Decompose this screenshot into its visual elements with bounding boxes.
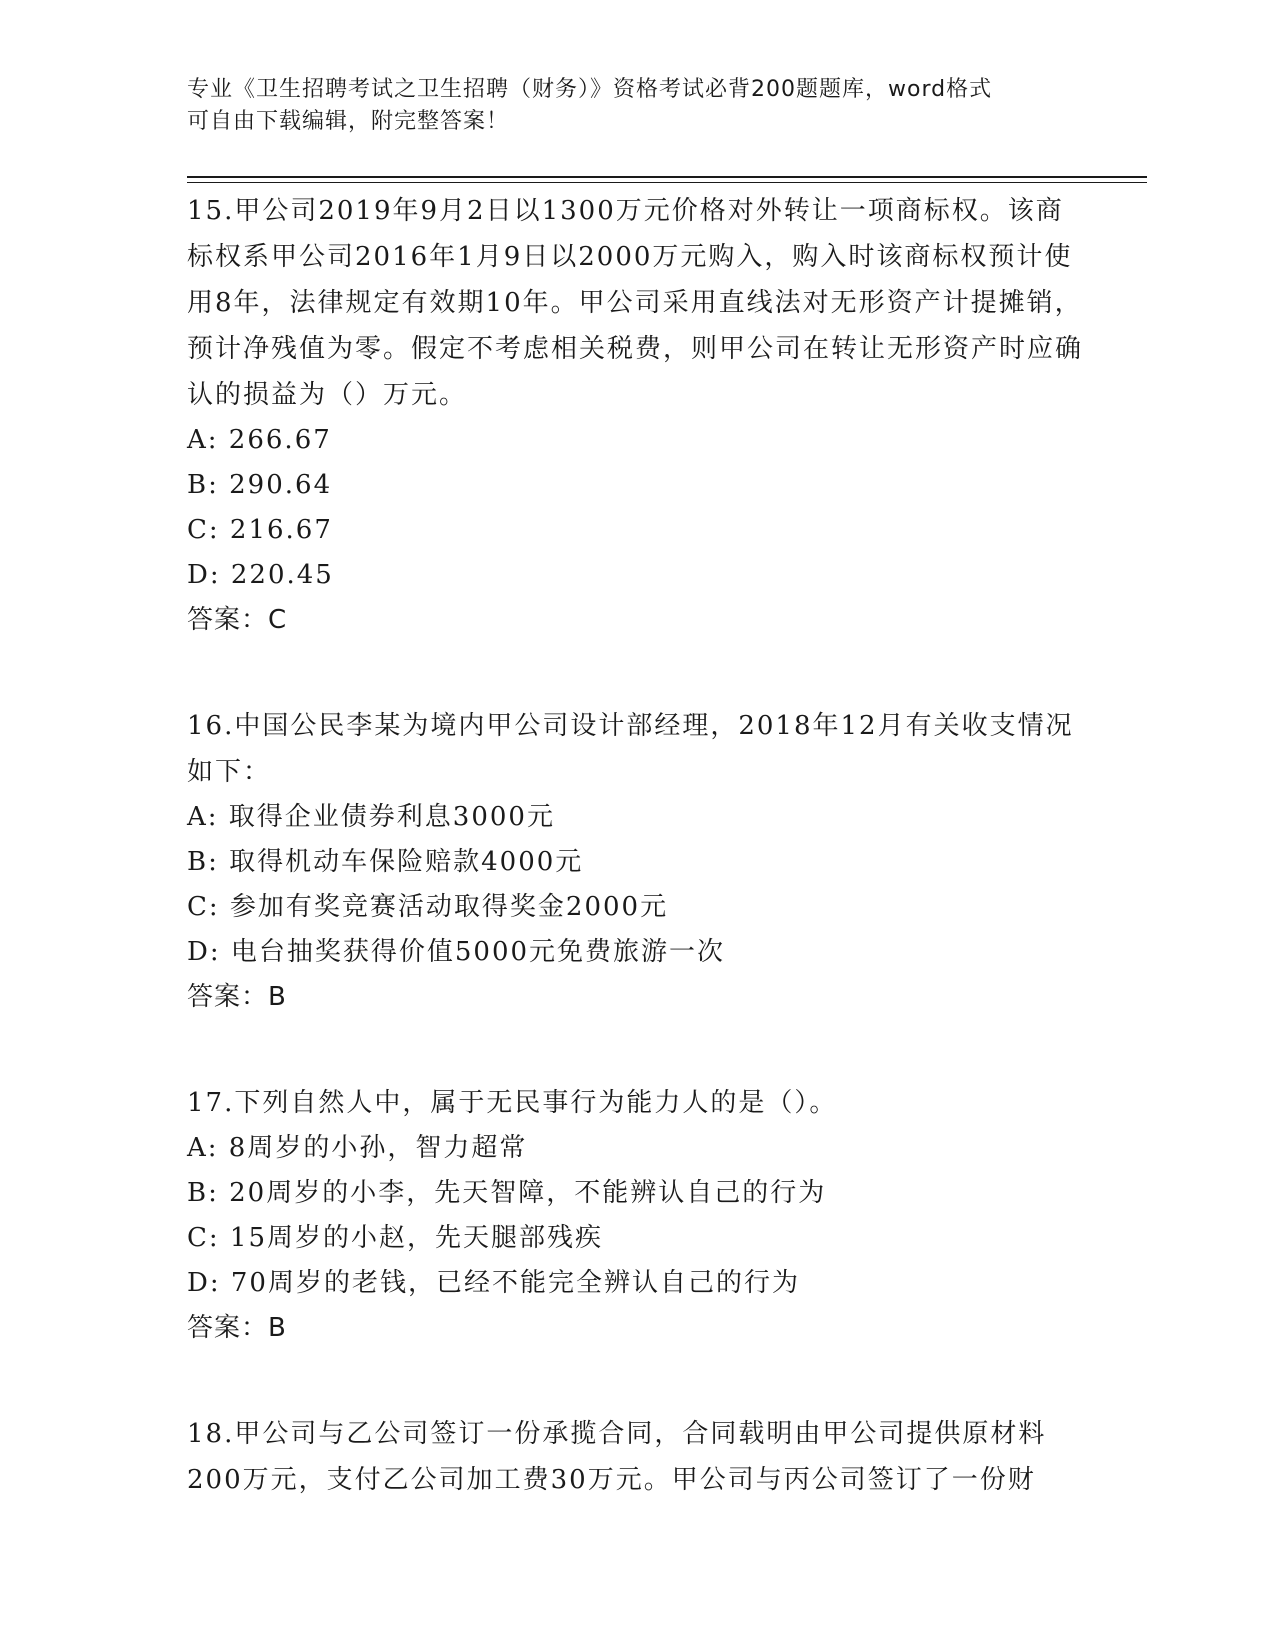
question-item [187, 1080, 1087, 1351]
question-item [187, 703, 1087, 1020]
question-list [187, 188, 1087, 1563]
answer-line [187, 598, 1087, 643]
option-d: D: 220.45 [187, 560, 334, 590]
option-d: D: 电台抽奖获得价值5000元免费旅游一次 [187, 937, 726, 967]
option-c: C: 216.67 [187, 515, 333, 545]
question-stem: 15.甲公司2019年9月2日以1300万元价格对外转让一项商标权。该商标权系甲公司2016年1月9日以2000万元购入，购入时该商标权预计使用8年，法律规定有效期10年。甲公司采用直线法对无形资产计提摊销，预计净残值为零。假定不考虑相关税费，则甲公司在转让无形资产时应确认的损益为（）万元。 [187, 196, 1084, 410]
question-stem: 16.中国公民李某为境内甲公司设计部经理，2018年12月有关收支情况如下： [187, 711, 1074, 787]
header-divider-thick [187, 176, 1147, 178]
answer-value: C [268, 605, 288, 635]
option-b: B: 290.64 [187, 470, 333, 500]
answer-line [187, 1306, 1087, 1351]
question-stem: 17.下列自然人中，属于无民事行为能力人的是（）。 [187, 1088, 838, 1118]
option-b: B: 20周岁的小李，先天智障，不能辨认自己的行为 [187, 1178, 827, 1208]
option-d: D: 70周岁的老钱，已经不能完全辨认自己的行为 [187, 1268, 800, 1298]
option-c: C: 参加有奖竞赛活动取得奖金2000元 [187, 892, 669, 922]
option-a: A: 266.67 [187, 425, 332, 455]
document-header [187, 74, 1067, 138]
question-item [187, 1411, 1087, 1503]
answer-label: 答案： [187, 1313, 269, 1343]
answer-value: B [268, 982, 287, 1012]
header-divider-thin [187, 182, 1147, 183]
question-stem: 18.甲公司与乙公司签订一份承揽合同，合同载明由甲公司提供原材料200万元，支付乙公司加工费30万元。甲公司与丙公司签订了一份财 [187, 1419, 1047, 1495]
option-b: B: 取得机动车保险赔款4000元 [187, 847, 584, 877]
option-c: C: 15周岁的小赵，先天腿部残疾 [187, 1223, 604, 1253]
option-a: A: 取得企业债券利息3000元 [187, 802, 555, 832]
header-title-line1: 专业《卫生招聘考试之卫生招聘（财务）》资格考试必背200题题库，word格式 [187, 77, 993, 102]
answer-value: B [268, 1313, 287, 1343]
header-title-line2: 可自由下载编辑，附完整答案！ [187, 109, 510, 134]
answer-label: 答案： [187, 605, 269, 635]
answer-label: 答案： [187, 982, 269, 1012]
option-a: A: 8周岁的小孙，智力超常 [187, 1133, 528, 1163]
answer-line [187, 975, 1087, 1020]
question-item [187, 188, 1087, 643]
